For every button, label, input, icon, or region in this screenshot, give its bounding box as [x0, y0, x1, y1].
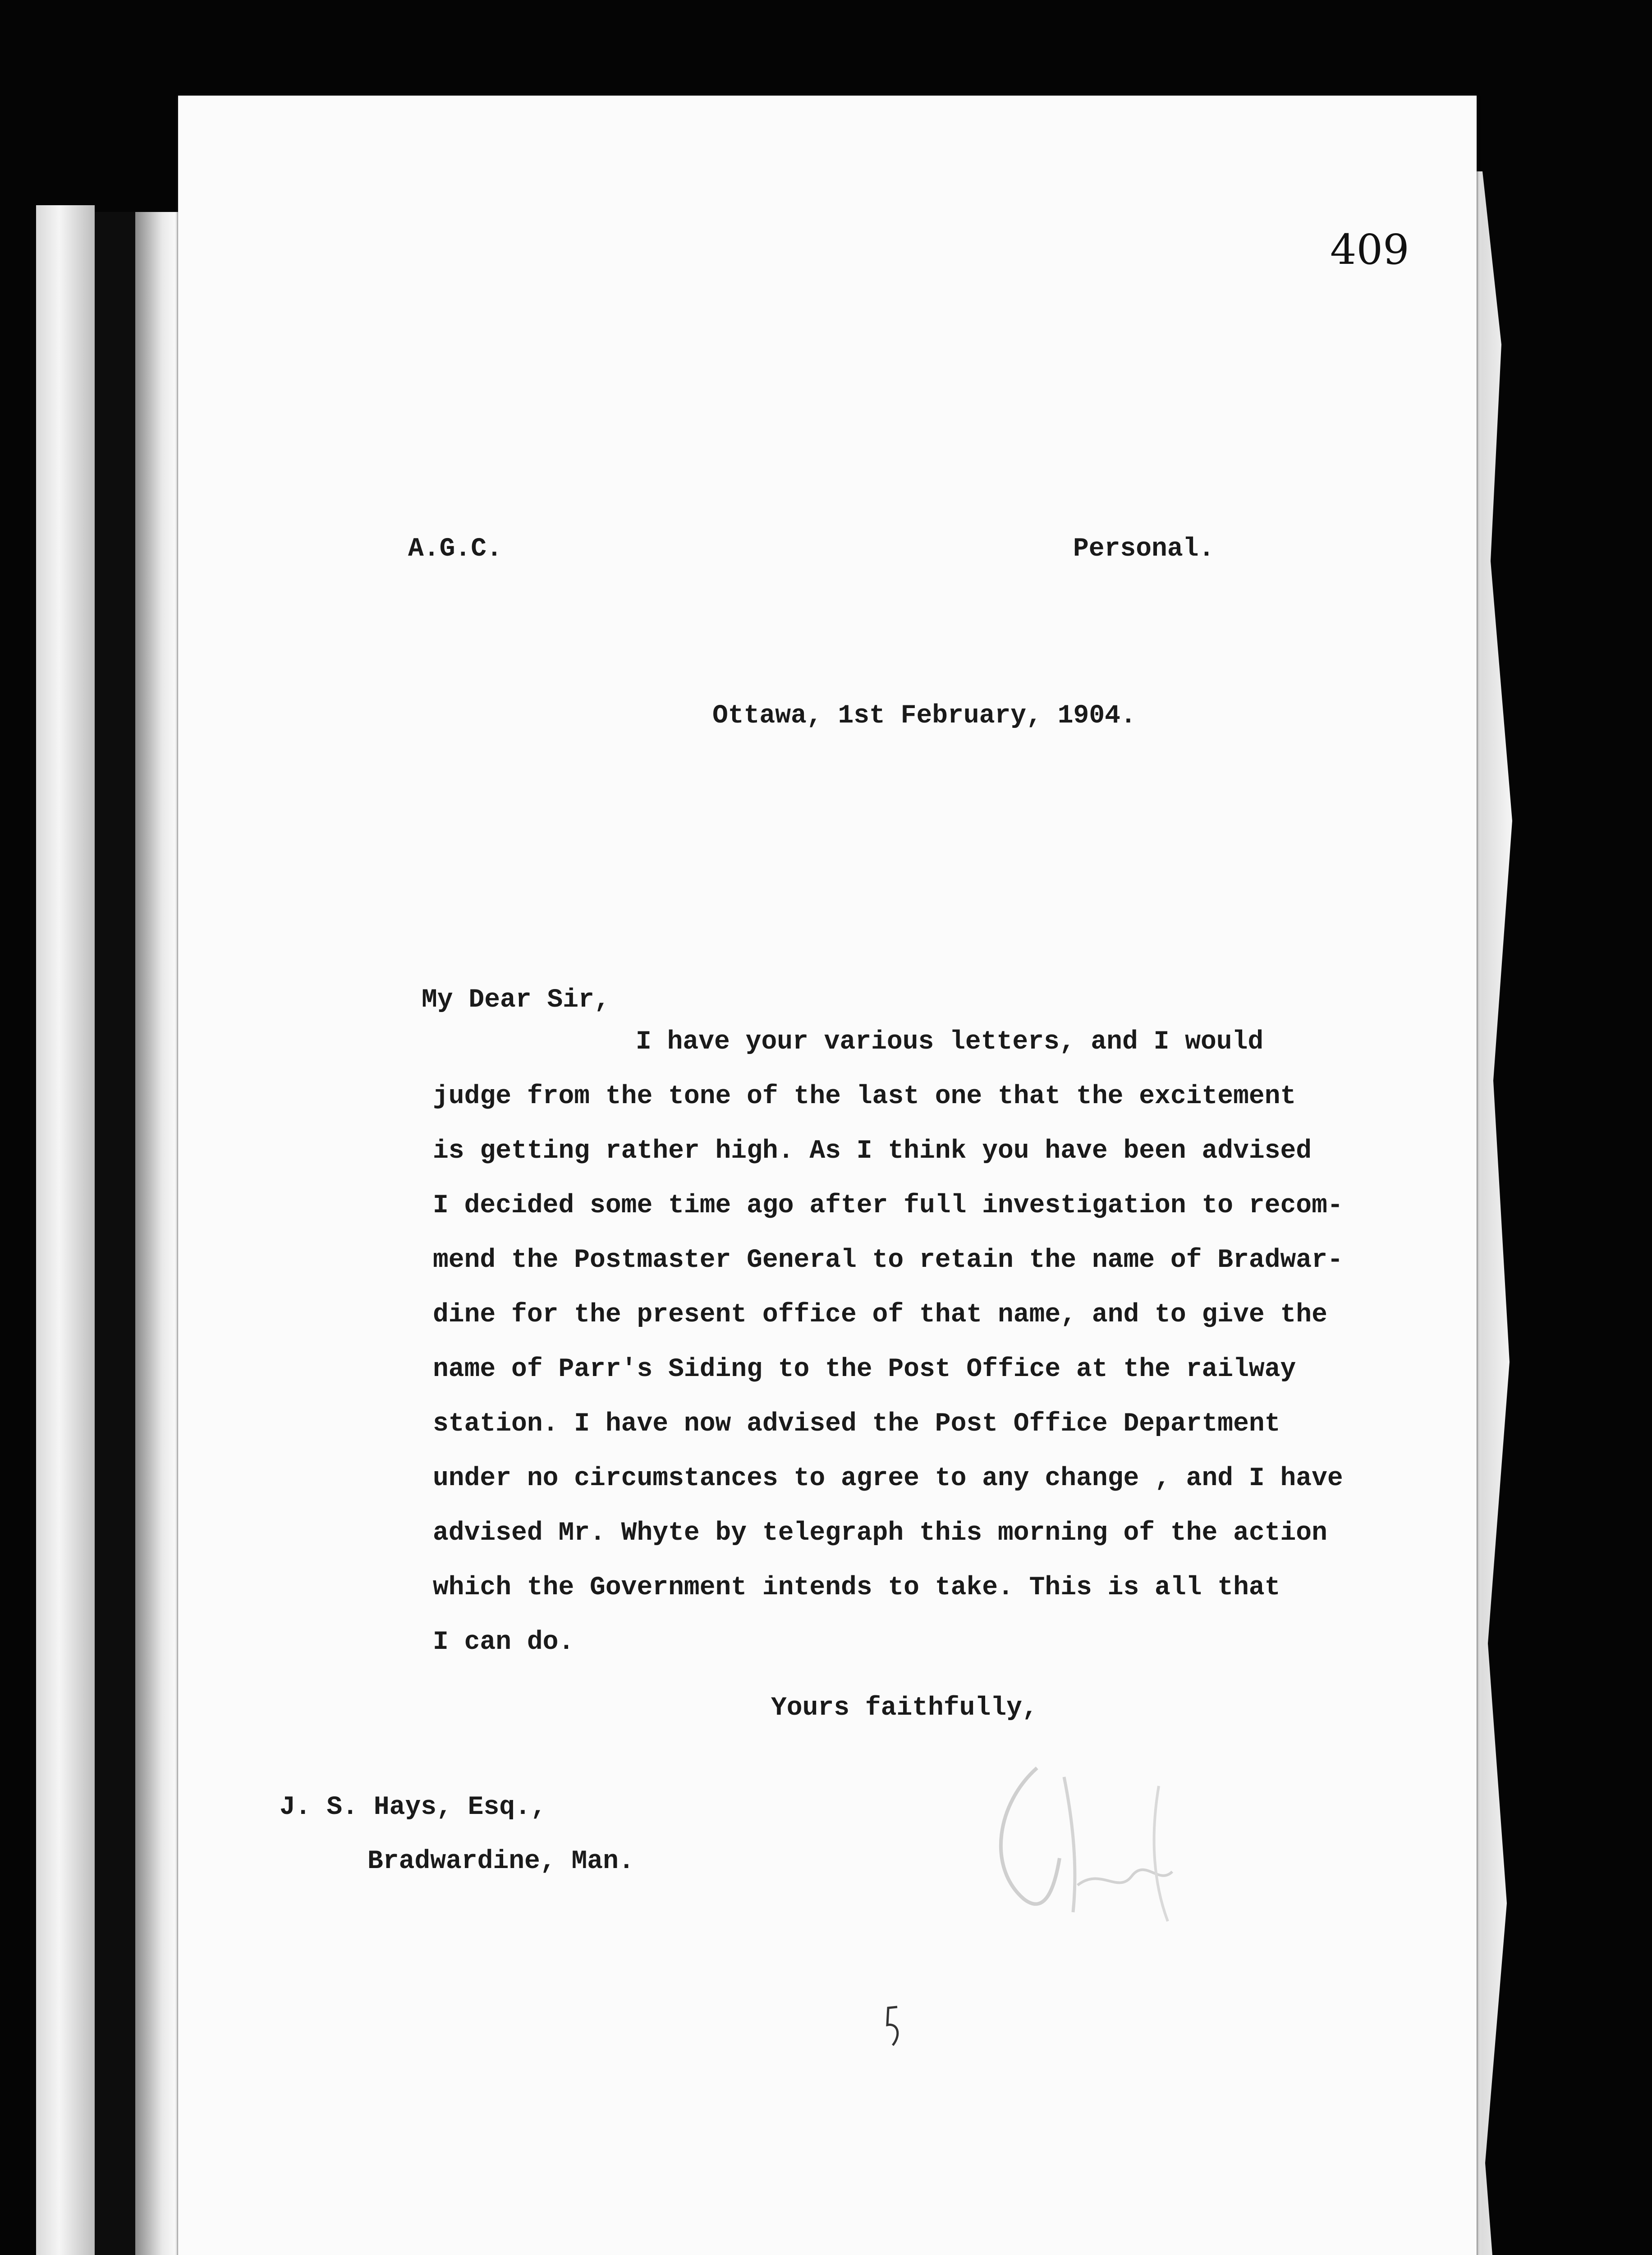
closing: Yours faithfully, — [771, 1694, 1038, 1723]
body-line: which the Government intends to take. This is all that — [433, 1573, 1280, 1602]
header-personal-mark: Personal. — [1073, 534, 1215, 564]
page-number: 409 — [1330, 226, 1409, 274]
body-line: name of Parr's Siding to the Post Office at the railway — [433, 1355, 1296, 1384]
binding-strip — [36, 205, 95, 2255]
body-line: advised Mr. Whyte by telegraph this morning of the action — [433, 1519, 1327, 1548]
body-line: I can do. — [433, 1628, 574, 1657]
salutation: My Dear Sir, — [422, 985, 610, 1015]
body-line: is getting rather high. As I think you have been advised — [433, 1137, 1312, 1166]
body-line: under no circumstances to agree to any change , and I have — [433, 1464, 1343, 1493]
body-line: dine for the present office of that name, and to give the — [433, 1300, 1327, 1330]
header-sender-code: A.G.C. — [408, 534, 502, 564]
binding-edge — [135, 212, 180, 2255]
body-line: I decided some time ago after full investigation to recom- — [433, 1191, 1343, 1220]
date-line: Ottawa, 1st February, 1904. — [712, 701, 1136, 731]
body-line: judge from the tone of the last one that the excitement — [433, 1082, 1296, 1111]
body-line: I have your various letters, and I would — [636, 1027, 1264, 1057]
recipient-location: Bradwardine, Man. — [367, 1847, 634, 1876]
pencil-mark — [879, 2002, 906, 2052]
handwritten-signature — [969, 1750, 1222, 1939]
letter-body — [433, 1015, 1425, 1670]
body-line: station. I have now advised the Post Office Department — [433, 1409, 1280, 1439]
body-line: mend the Postmaster General to retain the name of Bradwar- — [433, 1246, 1343, 1275]
recipient-name: J. S. Hays, Esq., — [280, 1793, 546, 1822]
